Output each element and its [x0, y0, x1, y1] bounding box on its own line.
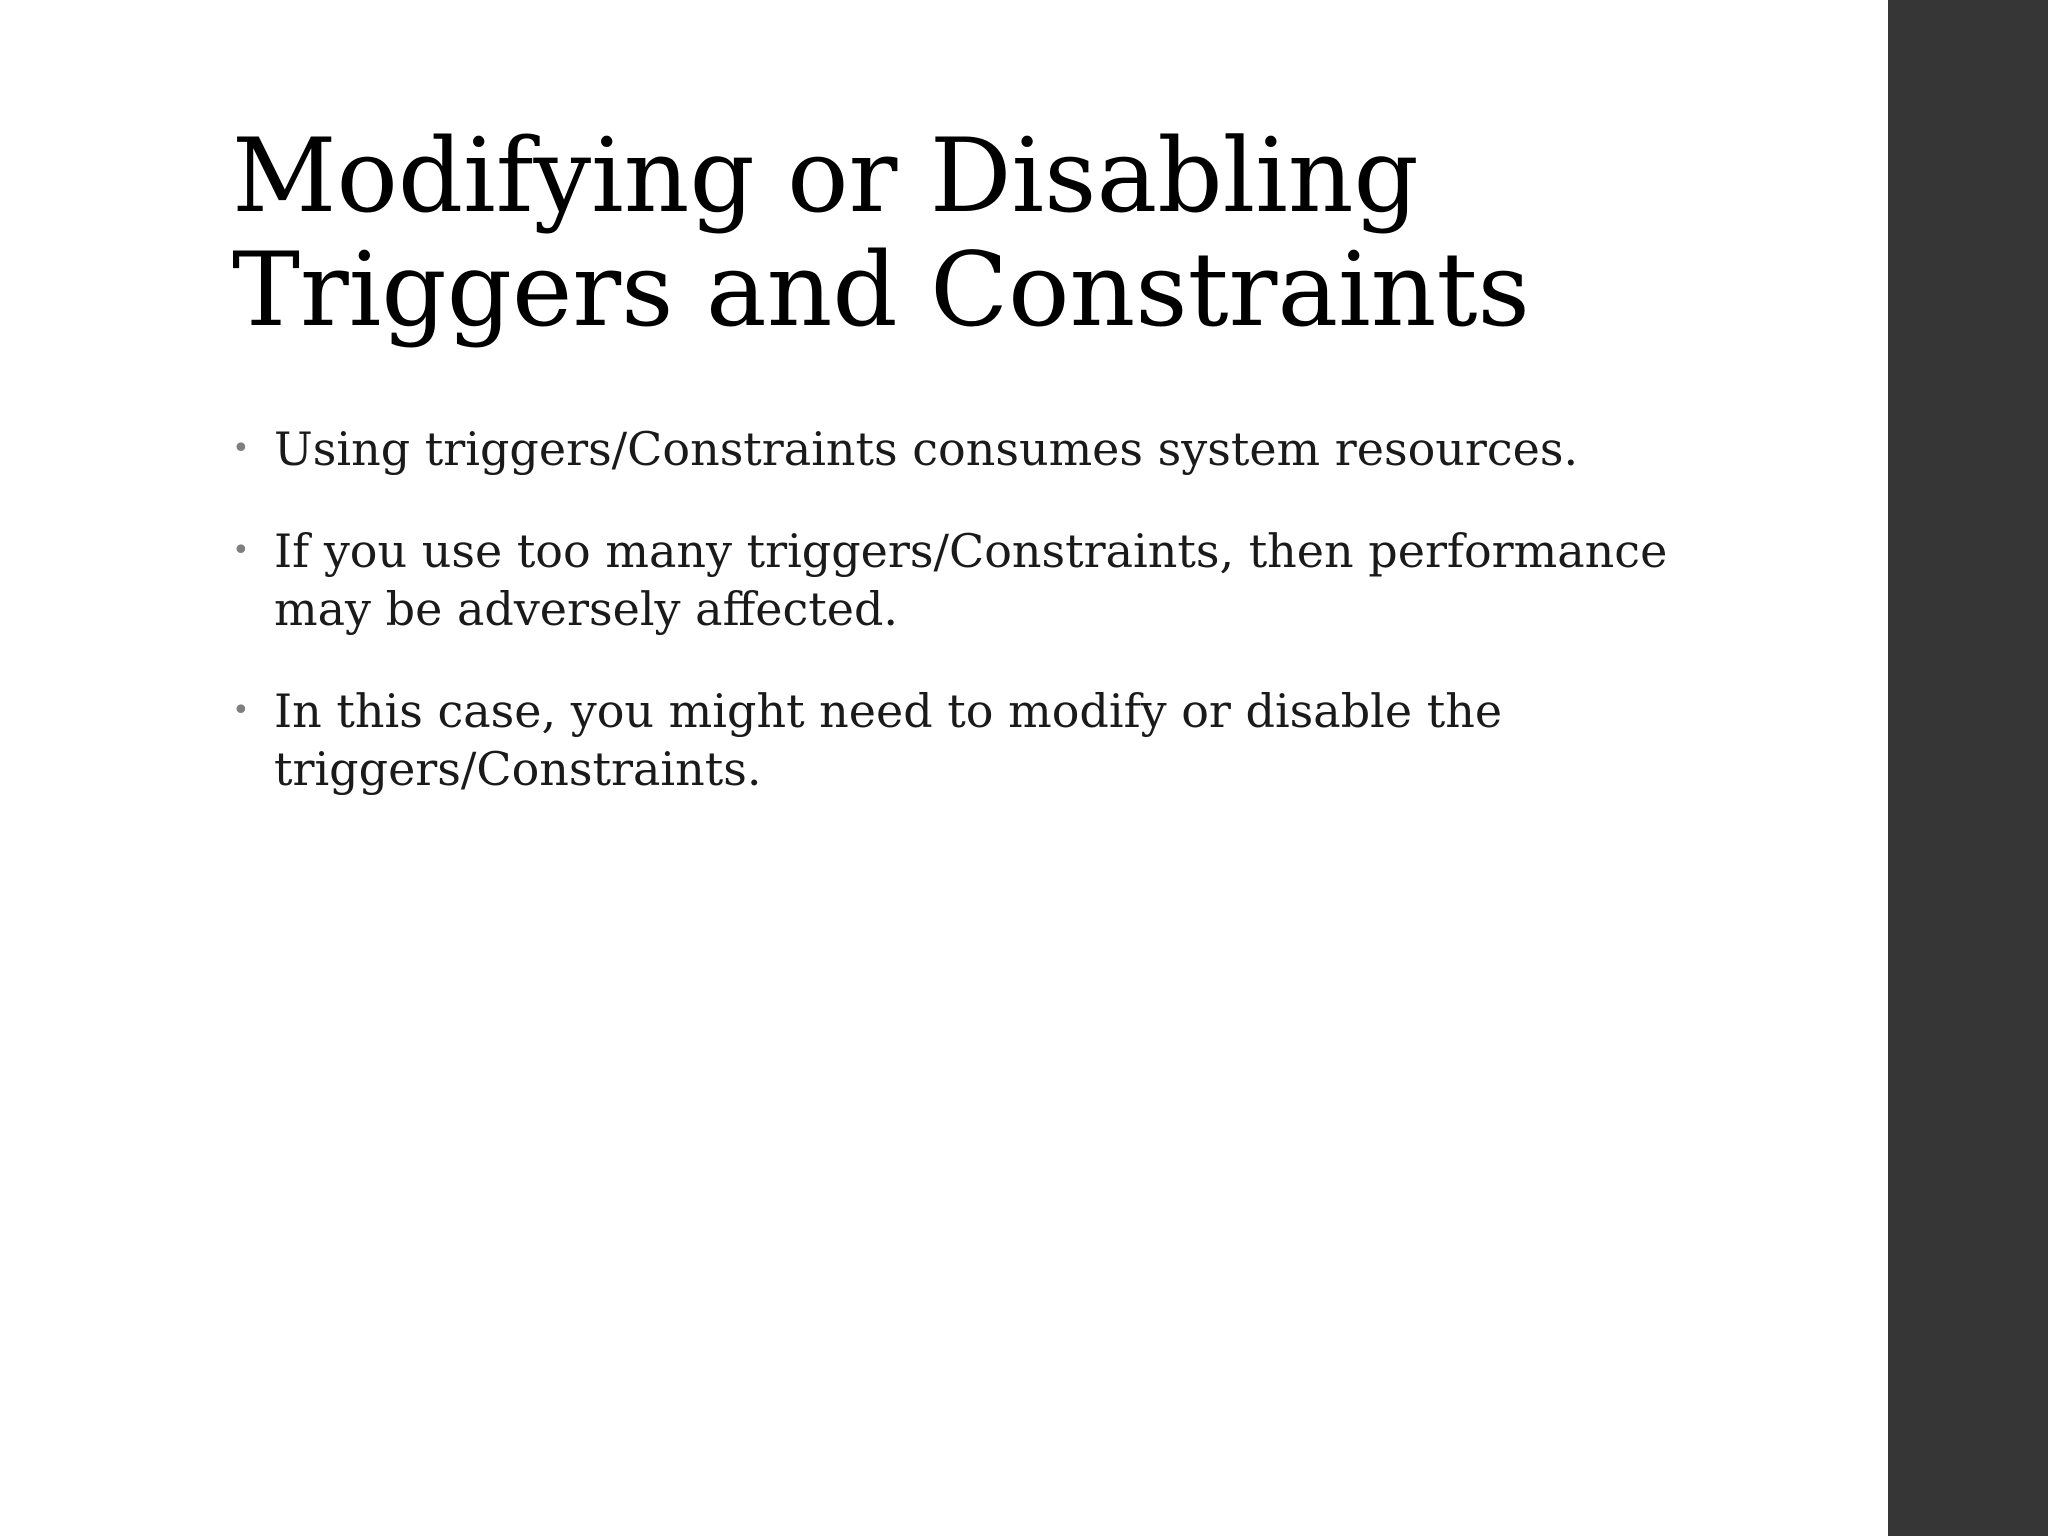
bullet-item [232, 420, 1672, 478]
slide-title-line-2: Triggers and Constraints [232, 231, 1530, 350]
bullet-icon: • [232, 693, 250, 728]
bullet-text: Using triggers/Constraints consumes system resources. [274, 422, 1579, 476]
bullet-text: If you use too many triggers/Constraints, then performance may be adversely affected. [274, 524, 1668, 636]
slide-title [232, 117, 1832, 350]
side-accent-bar [1888, 0, 2048, 1536]
bullet-item [232, 522, 1672, 638]
bullet-list [232, 420, 1672, 842]
bullet-item [232, 682, 1672, 798]
bullet-icon: • [232, 431, 250, 466]
bullet-icon: • [232, 533, 250, 568]
slide-title-line-1: Modifying or Disabling [232, 117, 1419, 236]
bullet-text: In this case, you might need to modify or disable the triggers/Constraints. [274, 684, 1503, 796]
